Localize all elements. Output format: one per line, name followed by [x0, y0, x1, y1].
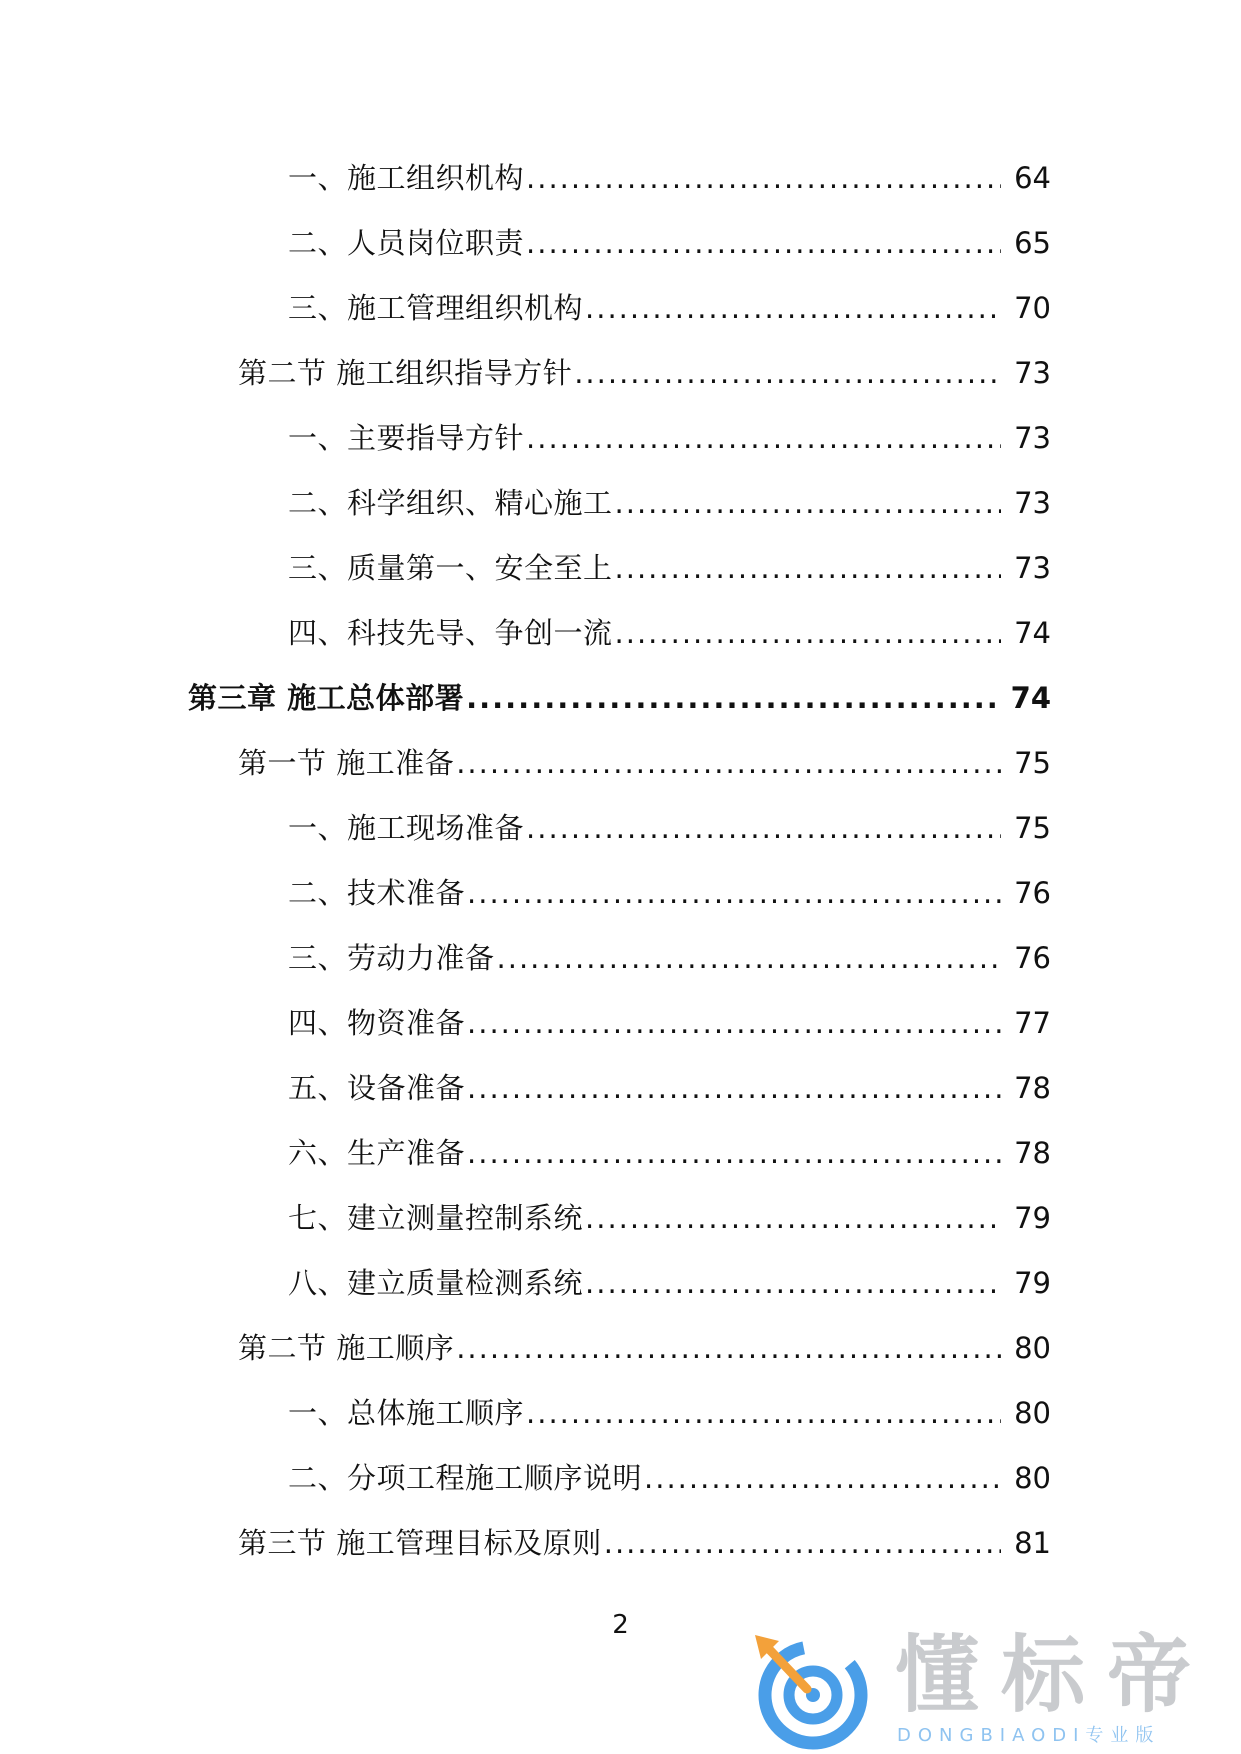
dot-leader — [467, 873, 1001, 913]
brand-watermark — [745, 1625, 1225, 1750]
toc-entry-page: 79 — [1014, 1201, 1051, 1235]
dot-leader — [456, 743, 1001, 783]
toc-entry-title: 三、质量第一、安全至上 — [288, 551, 613, 585]
toc-entry-page: 81 — [1014, 1526, 1051, 1560]
toc-entry-page: 65 — [1014, 226, 1051, 260]
toc-entry[interactable] — [0, 1068, 1241, 1133]
dot-leader — [526, 808, 1001, 848]
toc-entry-title: 第三节 施工管理目标及原则 — [238, 1526, 602, 1560]
toc-entry[interactable] — [0, 288, 1241, 353]
toc-entry-page: 73 — [1014, 551, 1051, 585]
dot-leader — [497, 938, 1001, 978]
dot-leader — [526, 223, 1001, 263]
toc-entry-page: 76 — [1014, 876, 1051, 910]
toc-entry-page: 75 — [1014, 746, 1051, 780]
toc-entry[interactable] — [0, 1003, 1241, 1068]
dot-leader — [585, 1198, 1001, 1238]
toc-entry-title: 四、物资准备 — [288, 1006, 466, 1040]
toc-entry-page: 70 — [1014, 291, 1051, 325]
toc-entry-title: 一、总体施工顺序 — [288, 1396, 525, 1430]
toc-entry-page: 75 — [1014, 811, 1051, 845]
toc-entry[interactable] — [0, 418, 1241, 483]
brand-name: 懂标帝 — [895, 1626, 1214, 1724]
target-arrow-icon — [745, 1625, 895, 1750]
toc-entry-title: 第一节 施工准备 — [238, 746, 455, 780]
toc-entry-title: 二、科学组织、精心施工 — [288, 486, 613, 520]
dot-leader — [467, 1068, 1001, 1108]
dot-leader — [526, 1393, 1001, 1433]
toc-entry-page: 78 — [1014, 1071, 1051, 1105]
toc-entry-page: 74 — [1014, 616, 1051, 650]
toc-entry-page: 80 — [1014, 1461, 1051, 1495]
toc-entry-title: 一、主要指导方针 — [288, 421, 525, 455]
dot-leader — [585, 288, 1001, 328]
dot-leader — [615, 613, 1001, 653]
toc-entry-page: 64 — [1014, 161, 1051, 195]
toc-entry-title: 一、施工组织机构 — [288, 161, 525, 195]
toc-entry-page: 80 — [1014, 1331, 1051, 1365]
table-of-contents — [0, 158, 1241, 1588]
toc-entry-title: 四、科技先导、争创一流 — [288, 616, 613, 650]
toc-entry[interactable] — [0, 678, 1241, 743]
dot-leader — [467, 1133, 1001, 1173]
page-number: 2 — [612, 1610, 629, 1640]
toc-entry[interactable] — [0, 1263, 1241, 1328]
toc-entry[interactable] — [0, 223, 1241, 288]
toc-entry[interactable] — [0, 548, 1241, 613]
dot-leader — [615, 548, 1001, 588]
toc-entry-title: 一、施工现场准备 — [288, 811, 525, 845]
toc-entry-title: 七、建立测量控制系统 — [288, 1201, 584, 1235]
toc-entry-title: 第二节 施工顺序 — [238, 1331, 455, 1365]
toc-entry[interactable] — [0, 743, 1241, 808]
toc-entry[interactable] — [0, 613, 1241, 678]
dot-leader — [467, 1003, 1001, 1043]
toc-entry-title: 三、施工管理组织机构 — [288, 291, 584, 325]
toc-entry-page: 78 — [1014, 1136, 1051, 1170]
toc-entry-title: 二、技术准备 — [288, 876, 466, 910]
toc-entry-title: 第二节 施工组织指导方针 — [238, 356, 573, 390]
toc-entry[interactable] — [0, 1393, 1241, 1458]
toc-entry[interactable] — [0, 1328, 1241, 1393]
dot-leader — [526, 158, 1001, 198]
toc-entry[interactable] — [0, 1133, 1241, 1198]
toc-entry-title: 八、建立质量检测系统 — [288, 1266, 584, 1300]
toc-entry-page: 73 — [1014, 356, 1051, 390]
toc-entry-title: 第三章 施工总体部署 — [188, 681, 465, 715]
toc-entry-page: 76 — [1014, 941, 1051, 975]
toc-entry[interactable] — [0, 1458, 1241, 1523]
toc-entry[interactable] — [0, 1198, 1241, 1263]
brand-subtitle: DONGBIAODI专业版 — [897, 1725, 1161, 1746]
toc-entry-title: 三、劳动力准备 — [288, 941, 495, 975]
dot-leader — [604, 1523, 1001, 1563]
toc-entry[interactable] — [0, 1523, 1241, 1588]
toc-entry-page: 73 — [1014, 486, 1051, 520]
toc-entry[interactable] — [0, 158, 1241, 223]
toc-entry[interactable] — [0, 938, 1241, 1003]
toc-entry-page: 73 — [1014, 421, 1051, 455]
dot-leader — [574, 353, 1001, 393]
dot-leader — [644, 1458, 1001, 1498]
toc-entry[interactable] — [0, 483, 1241, 548]
dot-leader — [615, 483, 1001, 523]
toc-entry-page: 74 — [1010, 681, 1051, 715]
toc-entry[interactable] — [0, 873, 1241, 938]
toc-entry[interactable] — [0, 353, 1241, 418]
toc-entry-title: 二、人员岗位职责 — [288, 226, 525, 260]
toc-entry[interactable] — [0, 808, 1241, 873]
toc-entry-page: 77 — [1014, 1006, 1051, 1040]
toc-entry-title: 二、分项工程施工顺序说明 — [288, 1461, 643, 1495]
dot-leader — [585, 1263, 1001, 1303]
toc-entry-page: 79 — [1014, 1266, 1051, 1300]
toc-entry-page: 80 — [1014, 1396, 1051, 1430]
dot-leader — [466, 678, 1001, 718]
toc-entry-title: 五、设备准备 — [288, 1071, 466, 1105]
toc-entry-title: 六、生产准备 — [288, 1136, 466, 1170]
dot-leader — [526, 418, 1001, 458]
dot-leader — [456, 1328, 1001, 1368]
